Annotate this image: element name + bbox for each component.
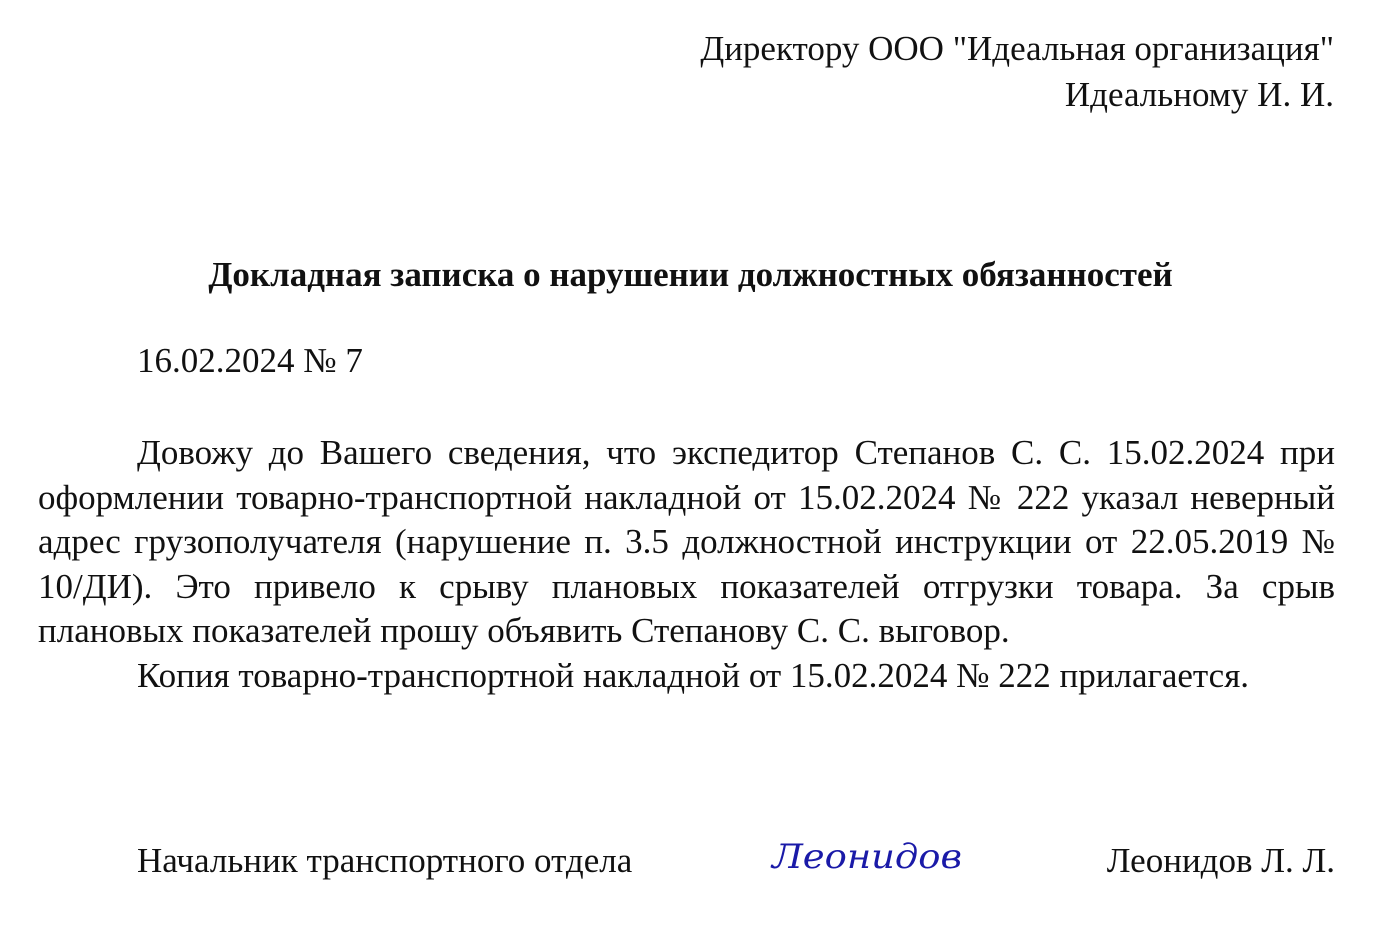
addressee-line-2: Идеальному И. И.: [1064, 75, 1334, 114]
signer-position: Начальник транспортного отдела: [137, 841, 633, 880]
signature-block: [0, 838, 1381, 888]
addressee-line-1: Директору ООО "Идеальная организация": [700, 29, 1334, 68]
document-body: [38, 431, 1335, 698]
document-date-number: 16.02.2024 № 7: [137, 341, 363, 380]
body-paragraph-2: Копия товарно-транспортной накладной от 15.02.2024 № 222 прилагается.: [137, 655, 1250, 695]
signer-name: Леонидов Л. Л.: [1106, 841, 1335, 880]
signature-text: Леонидов: [770, 837, 962, 877]
body-paragraph-1: Довожу до Вашего сведения, что экспедитор Степанов С. С. 15.02.2024 при оформлении товарно-транспортной накладной от 15.02.2024 № 222 указал неверный адрес грузополучателя (нарушение п. 3.5 должностной инструкции от 22.05.2019 № 10/ДИ). Это привело к срыву плановых показателей отгрузки товара. За срыв плановых показателей прошу объявить Степанову С. С. выговор.: [38, 433, 1335, 650]
handwritten-signature: [770, 830, 970, 886]
document-title: Докладная записка о нарушении должностных обязанностей: [208, 255, 1173, 294]
addressee-block: [700, 26, 1334, 118]
